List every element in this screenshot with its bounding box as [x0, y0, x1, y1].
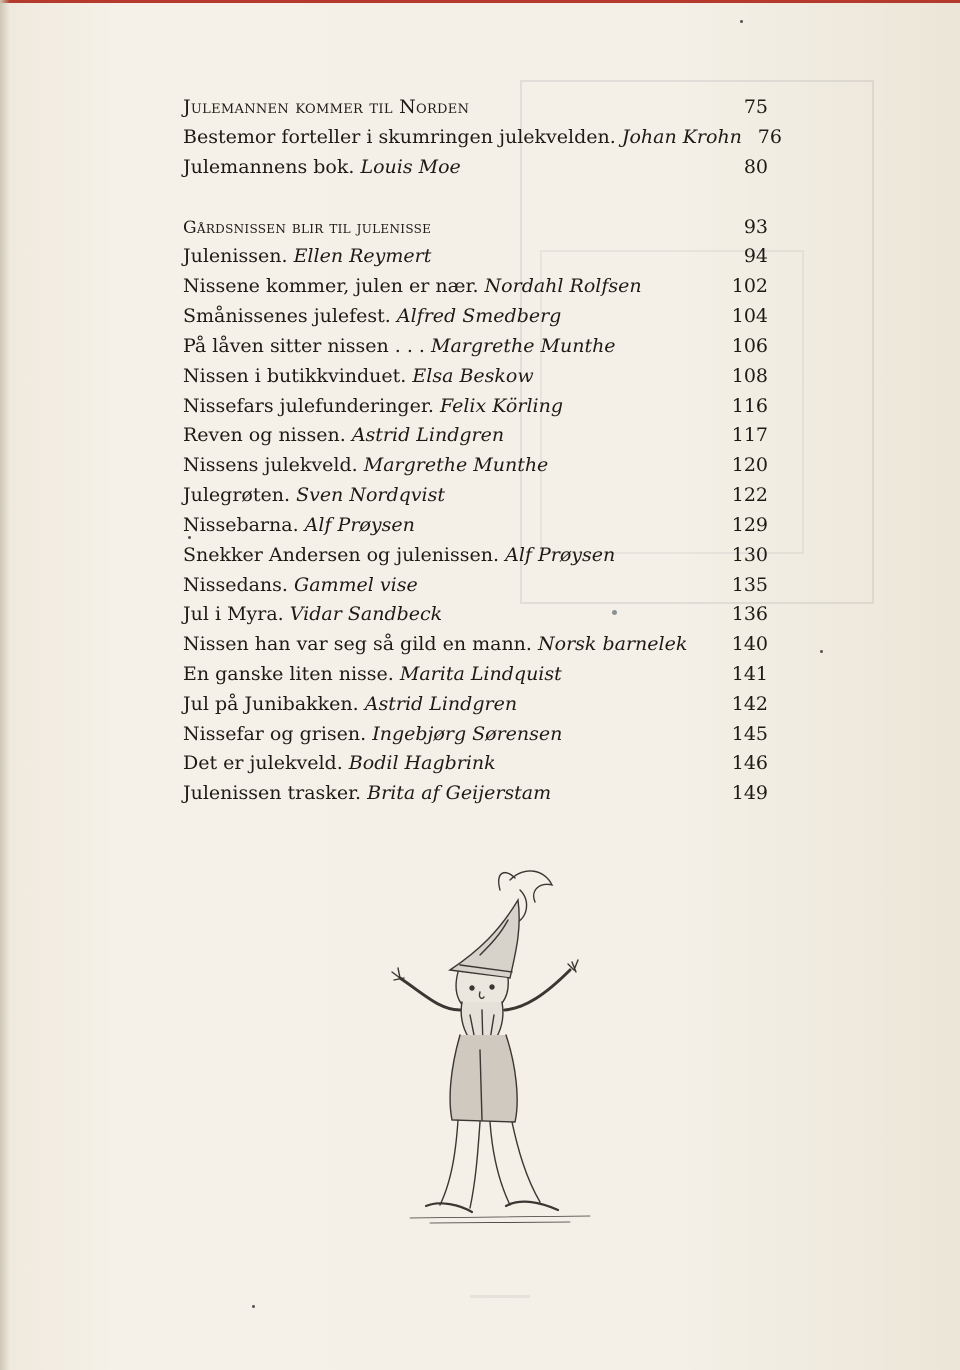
page-number: 75 [743, 96, 768, 118]
toc-entry [183, 450, 768, 480]
page-number: 136 [731, 603, 768, 625]
page-number: 122 [731, 484, 768, 506]
toc-entry [183, 659, 768, 689]
entry-title: Det er julekveld. [183, 752, 343, 774]
page-number: 76 [757, 126, 782, 148]
page-number: 94 [743, 245, 768, 267]
entry-title: Julemannens bok. [183, 156, 355, 178]
entry-author: Bodil Hagbrink [348, 752, 496, 774]
entry-author: Louis Moe [360, 156, 461, 178]
entry-author: Margrethe Munthe [363, 454, 549, 476]
entry-title: En ganske liten nisse. [183, 663, 394, 685]
entry-author: Marita Lindquist [399, 663, 562, 685]
toc-entry [183, 719, 768, 749]
entry-author: Ellen Reymert [293, 245, 432, 267]
entry-author: Elsa Beskow [412, 365, 534, 387]
toc-entry [183, 271, 768, 301]
entry-author: Johan Krohn [621, 126, 742, 148]
toc-entry [183, 599, 768, 629]
page-number: 140 [731, 633, 768, 655]
entry-title: Nissen i butikkvinduet. [183, 365, 407, 387]
page-number: 141 [731, 663, 768, 685]
toc-entry [183, 152, 768, 182]
gnome-illustration [330, 860, 630, 1230]
entry-author: Sven Nordqvist [296, 484, 446, 506]
page-top-edge [0, 0, 960, 3]
entry-title: Bestemor forteller i skumringen julekvelden. [183, 126, 616, 148]
toc-entry [183, 301, 768, 331]
entry-author: Gammel vise [294, 574, 418, 596]
page-number: 102 [731, 275, 768, 297]
page-number: 117 [731, 424, 768, 446]
page-number: 80 [743, 156, 768, 178]
page-number: 129 [731, 514, 768, 536]
page-number: 145 [731, 723, 768, 745]
page-number: 93 [743, 216, 768, 238]
section-heading-title: Julemannen kommer til Norden [183, 96, 470, 118]
toc-entry [183, 391, 768, 421]
toc-entry [183, 361, 768, 391]
bleed-through-mark [470, 1295, 530, 1298]
page-number: 146 [731, 752, 768, 774]
entry-author: Astrid Lindgren [364, 693, 518, 715]
section-heading [183, 212, 768, 242]
entry-author: Alfred Smedberg [396, 305, 562, 327]
entry-title: Jul på Junibakken. [183, 693, 359, 715]
entry-title: Nissebarna. [183, 514, 299, 536]
section-heading-title: Gårdsnissen blir til julenisse [183, 218, 432, 238]
page-number: 106 [731, 335, 768, 357]
page-number: 135 [731, 574, 768, 596]
toc-entry [183, 748, 768, 778]
entry-title: Julenissen. [183, 245, 288, 267]
entry-title: Julegrøten. [183, 484, 291, 506]
page-binding-shadow [0, 0, 10, 1370]
entry-title: Nissedans. [183, 574, 288, 596]
entry-author: Alf Prøysen [505, 544, 616, 566]
entry-author: Norsk barnelek [538, 633, 688, 655]
toc-entry [183, 629, 768, 659]
toc-entry [183, 480, 768, 510]
section-heading [183, 92, 768, 122]
entry-author: Vidar Sandbeck [289, 603, 443, 625]
entry-title: Nissefars julefunderinger. [183, 395, 434, 417]
toc-entry [183, 570, 768, 600]
entry-author: Astrid Lindgren [351, 424, 505, 446]
toc-entry [183, 420, 768, 450]
page-number: 104 [731, 305, 768, 327]
entry-author: Nordahl Rolfsen [484, 275, 642, 297]
entry-title: På låven sitter nissen . . . [183, 335, 425, 357]
page-number: 108 [731, 365, 768, 387]
entry-author: Ingebjørg Sørensen [372, 723, 563, 745]
entry-title: Nissefar og grisen. [183, 723, 367, 745]
entry-title: Nissene kommer, julen er nær. [183, 275, 479, 297]
toc-entry [183, 241, 768, 271]
toc-entry [183, 540, 768, 570]
entry-title: Julenissen trasker. [183, 782, 362, 804]
entry-title: Reven og nissen. [183, 424, 346, 446]
toc-entry [183, 331, 768, 361]
page-number: 120 [731, 454, 768, 476]
entry-author: Margrethe Munthe [431, 335, 616, 357]
entry-title: Smånissenes julefest. [183, 305, 391, 327]
entry-title: Nissen han var seg så gild en mann. [183, 633, 532, 655]
toc-entry [183, 689, 768, 719]
entry-title: Nissens julekveld. [183, 454, 358, 476]
toc-entry [183, 122, 782, 152]
entry-author: Brita af Geijerstam [367, 782, 552, 804]
page-number: 149 [731, 782, 768, 804]
toc-entry [183, 510, 768, 540]
page-number: 142 [731, 693, 768, 715]
entry-title: Snekker Andersen og julenissen. [183, 544, 500, 566]
entry-title: Jul i Myra. [183, 603, 284, 625]
entry-author: Alf Prøysen [304, 514, 415, 536]
page-number: 130 [731, 544, 768, 566]
page-number: 116 [731, 395, 768, 417]
entry-author: Felix Körling [439, 395, 563, 417]
toc-entry [183, 778, 768, 808]
